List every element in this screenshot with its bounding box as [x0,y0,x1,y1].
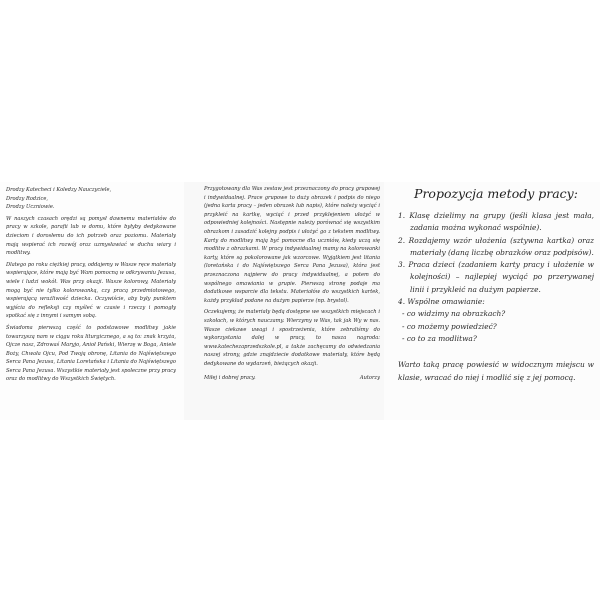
body-paragraph: Przygotowany dla Was zestaw jest przeznaczony do pracy grupowej i indywidualnej. Prace grupowe to duży obrazek i podpis do niego (jedna karta pracy – jeden obrazek lub napis), które należy wyciąć i przykleić na kartkę, wyciąć i przed przyklejeniem ułożyć w odpowiedniej kolejności. Następnie należy porównać się wszystkim obrazkom i zasadzić kolejny podpis i ułożyć go z tekstem modlitwy. Karty do modlitwy mają być pomocne dla uczniów, kiedy uczą się modlitw z obrazkami. W pracy indywidualnej mamy na kolorowanki karty, które są pokolorowane jak wzorcowe. Wyjątkiem jest litania (loretańska i do Najświętszego Serca Pana Jezusa), która jest przeznaczona najpierw do pracy indywidualnej, a potem do wspólnego omawiania w grupie. Pierwszą stronę podaje ma dodatkowe wsparcie dla tekstu. Materiałów do wszystkich kartek, każdy przykład podane na dużym papierze (np. brystol). [204,186,380,304]
closing-row [204,374,380,383]
closing-text: Miłej i dobrej pracy. [204,375,256,382]
greeting-line: Drodzy Katecheci i Koledzy Nauczyciele, [6,187,112,193]
body-paragraph: Dlatego po roku ciężkiej pracy, oddajemy w Wasze ręce materiały wspierające, które mają być Wam pomocną w odkrywaniu Jezusa, wiele i ludzi wokół. Was przy okazji. Wasze kolorowy, Materiały mogą być nie tylko kolorowanką, czy pracą przedmiotowego, wspierającą wrażliwość dziecka. Oczywiście, aby były punktem wyjścia do refleksji czy myśleć w czasie i rzeczy i pomogły spotkać się z innymi i samym sobą. [6,261,176,320]
method-step: 3. Praca dzieci (zadaniem karty pracy i ułożenie w kolejności) – najlepiej wyciąć po przerywanej linii i przykleić na dużym papierze. [398,260,594,294]
brochure-spread [0,182,600,420]
body-paragraph: W naszych czasach orędzi są pomysł dawnemu materiałów do pracy w szkole, parafii lub w domu, które byłyby dedykowane dzieciom i dorosłemu do ich potrzeb oraz poziomu. Materiały mają wspierać ich rozwój oraz uzmysławiać w duchu wiary i modlitwy. [6,215,176,257]
greeting-line: Drodzy Uczniowie. [6,204,55,211]
right-panel [384,182,600,420]
signature-text: Autorzy [359,375,380,382]
discussion-question: - co możemy powiedzieć? [402,321,497,331]
right-panel-text [398,186,594,384]
body-paragraph: Oczekujemy, że materiały będą dostępne we wszystkich miejscach i szkołach, w których nauczamy. Wierzymy w Was, tak jak Wy w nas. Wasze ciekawe uwagi i spostrzeżenia, które zebraliśmy do wykorzystania dalej w pracy, to nasza nagroda: www.katechezaprzedszkole.pl, a także zachęcamy do odwiedzania naszej strony, gdzie znajdziecie dodatkowe materiały, które będą dedykowane do wydarzeń, bieżących okazji. [204,309,380,367]
method-step: 2. Rozdajemy wzór ułożenia (sztywna kartka) oraz materiały (daną liczbę obrazków oraz podpisów). [398,235,594,257]
discussion-question: - co to za modlitwa? [402,333,477,343]
left-panel [0,182,184,420]
method-step: 1. Klasę dzielimy na grupy (jeśli klasa jest mała, zadania można wykonać wspólnie). [398,211,594,233]
middle-panel-text [204,185,380,383]
left-panel-text [6,186,176,387]
method-title: Propozycja metody pracy: [414,186,578,201]
method-step: 4. Wspólne omawianie: [398,297,485,307]
closing-note: Warto taką pracę powiesić w widocznym miejscu w klasie, wracać do niej i modlić się z jej pomocą. [398,360,594,382]
discussion-question: - co widzimy na obrazkach? [402,309,506,319]
greeting-line: Drodzy Rodzice, [6,195,48,202]
middle-panel [184,182,384,420]
body-paragraph: Świadoma pierwszą część to podstawowe modlitwy jakie towarzyszą nam w ciągu roku liturgicznego, a są to: znak krzyża, Ojcze nasz, Zdrowaś Maryjo, Anioł Pański, Wierzę w Boga, Aniele Boży, Chwała Ojcu, Pod Twoją obronę, Litania do Najświętszego Serca Pana Jezusa, Litania Loretańska i Litania do Najświętszego Serca Pana Jezusa. Wszystkie materiały jest spoleczne przy pracy oraz do modlitwy do Wszystkich Świętych. [6,324,176,383]
